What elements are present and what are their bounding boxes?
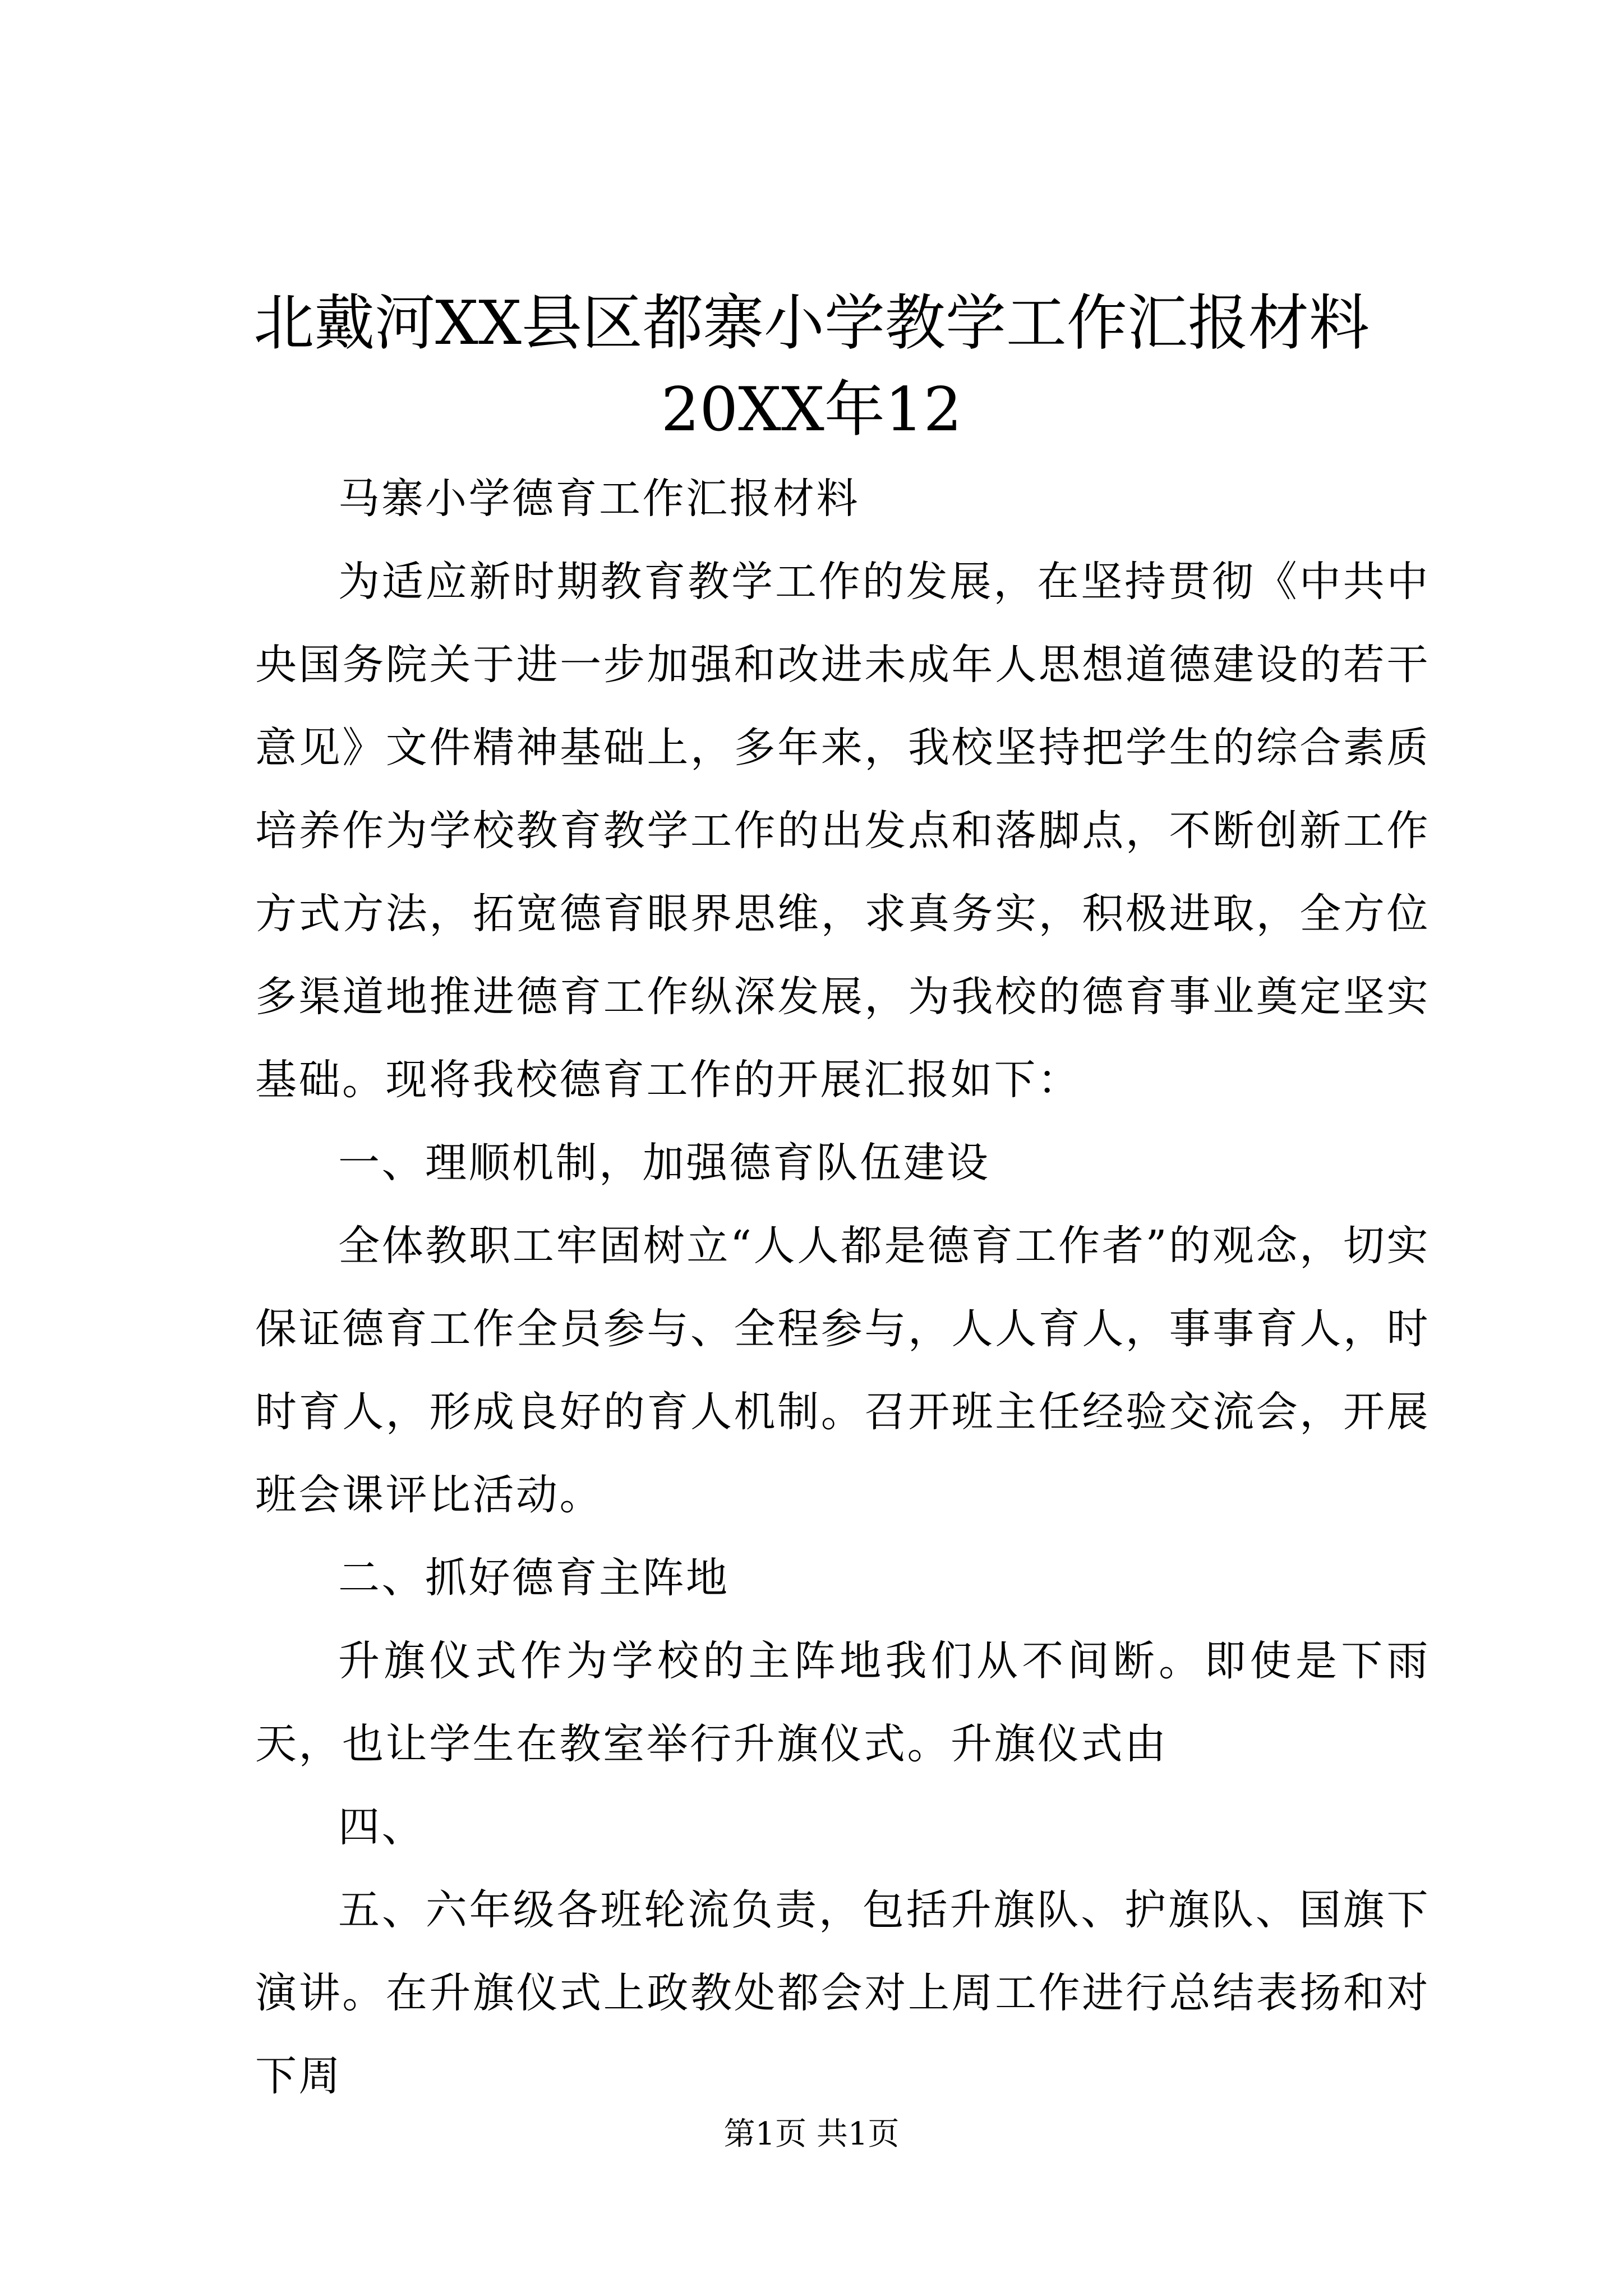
paragraph-subtitle: 马寨小学德育工作汇报材料 <box>338 475 860 523</box>
paragraph-section-1: 全体教职工牢固树立“人人都是德育工作者”的观念，切实保证德育工作全员参与、全程参与，人人育人，事事育人，时时育人，形成良好的育人机制。召开班主任经验交流会，开展班会课评比活动。 <box>255 1222 1430 1519</box>
paragraph-fragment-4: 四、 <box>338 1803 425 1851</box>
paragraph-section-2: 升旗仪式作为学校的主阵地我们从不间断。即使是下雨天，也让学生在教室举行升旗仪式。升旗仪式由 <box>255 1637 1430 1768</box>
title-line-1: 北戴河XX县区都寨小学教学工作汇报材料 <box>253 288 1370 358</box>
title-line-2: 20XX年12 <box>661 375 962 445</box>
document-body <box>255 457 1430 2118</box>
paragraph-intro: 为适应新时期教育教学工作的发展，在坚持贯彻《中共中央国务院关于进一步加强和改进未成年人思想道德建设的若干意见》文件精神基础上，多年来，我校坚持把学生的综合素质培养作为学校教育教学工作的出发点和落脚点，不断创新工作方式方法，拓宽德育眼界思维，求真务实，积极进取，全方位多渠道地推进德育工作纵深发展，为我校的德育事业奠定坚实基础。现将我校德育工作的开展汇报如下： <box>255 558 1430 1104</box>
page-footer: 第1页 共1页 <box>723 2116 900 2152</box>
section-heading-1: 一、理顺机制，加强德育队伍建设 <box>338 1139 990 1187</box>
section-heading-2: 二、抓好德育主阵地 <box>338 1554 730 1602</box>
paragraph-fragment-5: 五、六年级各班轮流负责，包括升旗队、护旗队、国旗下演讲。在升旗仪式上政教处都会对上周工作进行总结表扬和对下周 <box>255 1886 1430 2100</box>
document-title <box>168 280 1455 453</box>
